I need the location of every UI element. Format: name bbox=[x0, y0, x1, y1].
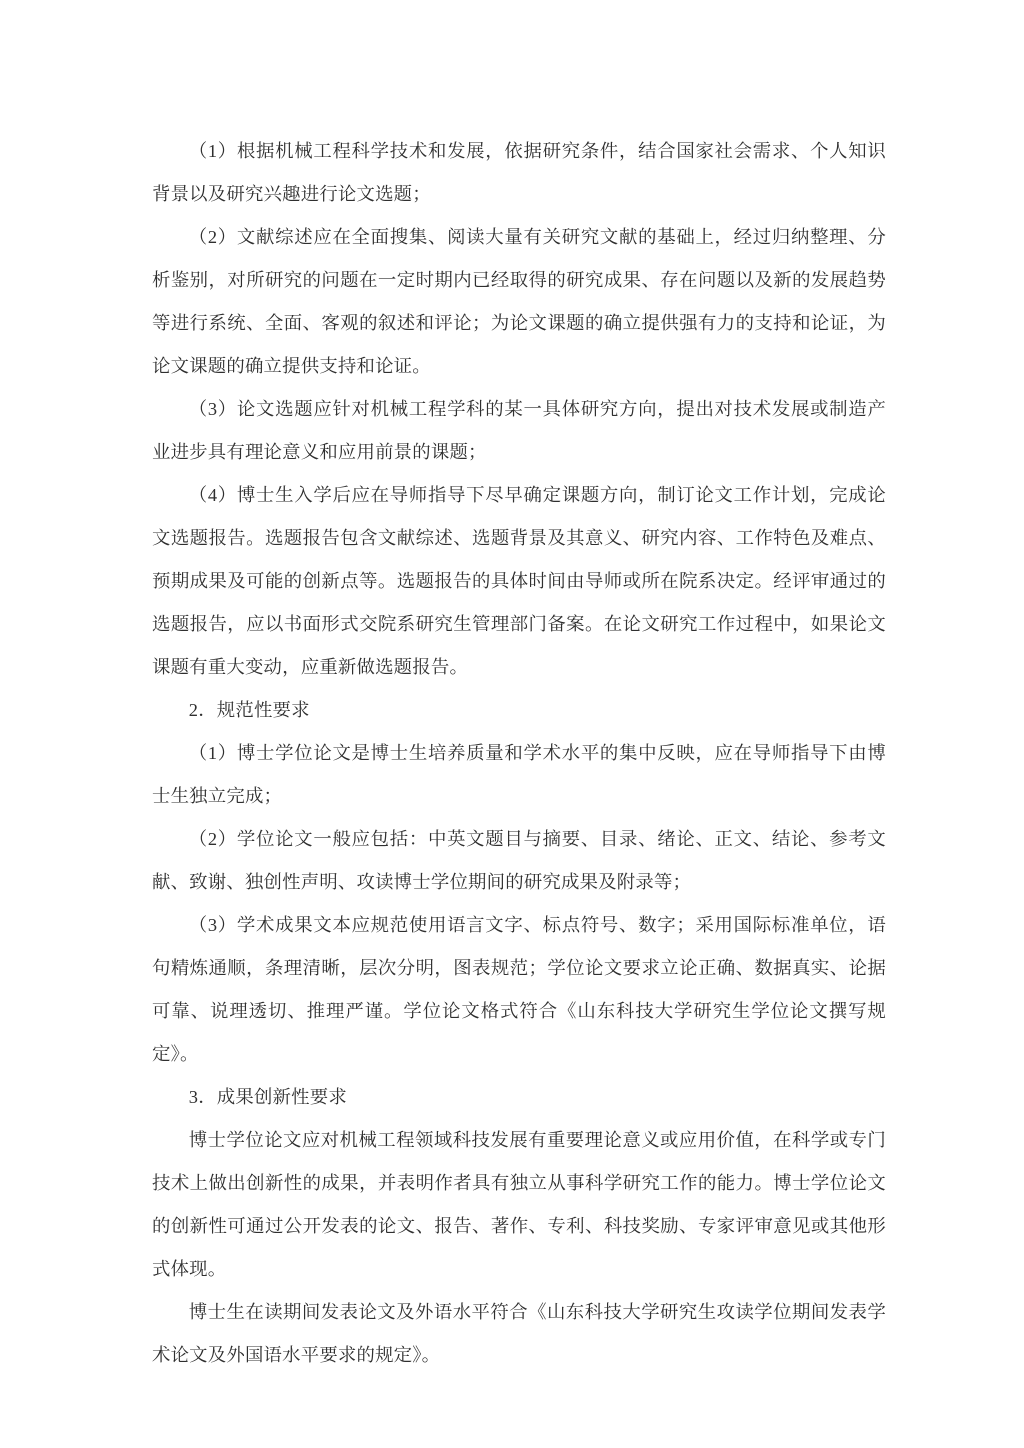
section-heading-normative-requirements: 2．规范性要求 bbox=[188, 700, 310, 720]
paragraph-item-2: （2）文献综述应在全面搜集、阅读大量有关研究文献的基础上，经过归纳整理、分析鉴别，对所研究的问题在一定时期内已经取得的研究成果、存在问题以及新的发展趋势等进行系统、全面、客观的叙述和评论；为论文课题的确立提供强有力的支持和论证，为论文课题的确立提供支持和论证。 bbox=[152, 227, 886, 376]
paragraph-item-8: 博士学位论文应对机械工程领域科技发展有重要理论意义或应用价值，在科学或专门技术上做出创新性的成果，并表明作者具有独立从事科学研究工作的能力。博士学位论文的创新性可通过公开发表的论文、报告、著作、专利、科技奖励、专家评审意见或其他形式体现。 bbox=[152, 1130, 886, 1279]
section-heading-innovation-requirements: 3．成果创新性要求 bbox=[188, 1087, 347, 1107]
paragraph-item-6: （2）学位论文一般应包括：中英文题目与摘要、目录、绪论、正文、结论、参考文献、致谢、独创性声明、攻读博士学位期间的研究成果及附录等； bbox=[152, 829, 886, 892]
paragraph-item-3: （3）论文选题应针对机械工程学科的某一具体研究方向，提出对技术发展或制造产业进步具有理论意义和应用前景的课题； bbox=[152, 399, 886, 462]
paragraph-item-1: （1）根据机械工程科学技术和发展，依据研究条件，结合国家社会需求、个人知识背景以及研究兴趣进行论文选题； bbox=[152, 141, 886, 204]
paragraph-item-4: （4）博士生入学后应在导师指导下尽早确定课题方向，制订论文工作计划，完成论文选题报告。选题报告包含文献综述、选题背景及其意义、研究内容、工作特色及难点、预期成果及可能的创新点等。选题报告的具体时间由导师或所在院系决定。经评审通过的选题报告，应以书面形式交院系研究生管理部门备案。在论文研究工作过程中，如果论文课题有重大变动，应重新做选题报告。 bbox=[152, 485, 886, 677]
paragraph-item-5: （1）博士学位论文是博士生培养质量和学术水平的集中反映，应在导师指导下由博士生独立完成； bbox=[152, 743, 886, 806]
paragraph-item-9: 博士生在读期间发表论文及外语水平符合《山东科技大学研究生攻读学位期间发表学术论文及外国语水平要求的规定》。 bbox=[152, 1302, 886, 1365]
paragraph-item-7: （3）学术成果文本应规范使用语言文字、标点符号、数字；采用国际标准单位，语句精炼通顺，条理清晰，层次分明，图表规范；学位论文要求立论正确、数据真实、论据可靠、说理透切、推理严谨。学位论文格式符合《山东科技大学研究生学位论文撰写规定》。 bbox=[152, 915, 886, 1064]
document-body bbox=[152, 130, 886, 1377]
